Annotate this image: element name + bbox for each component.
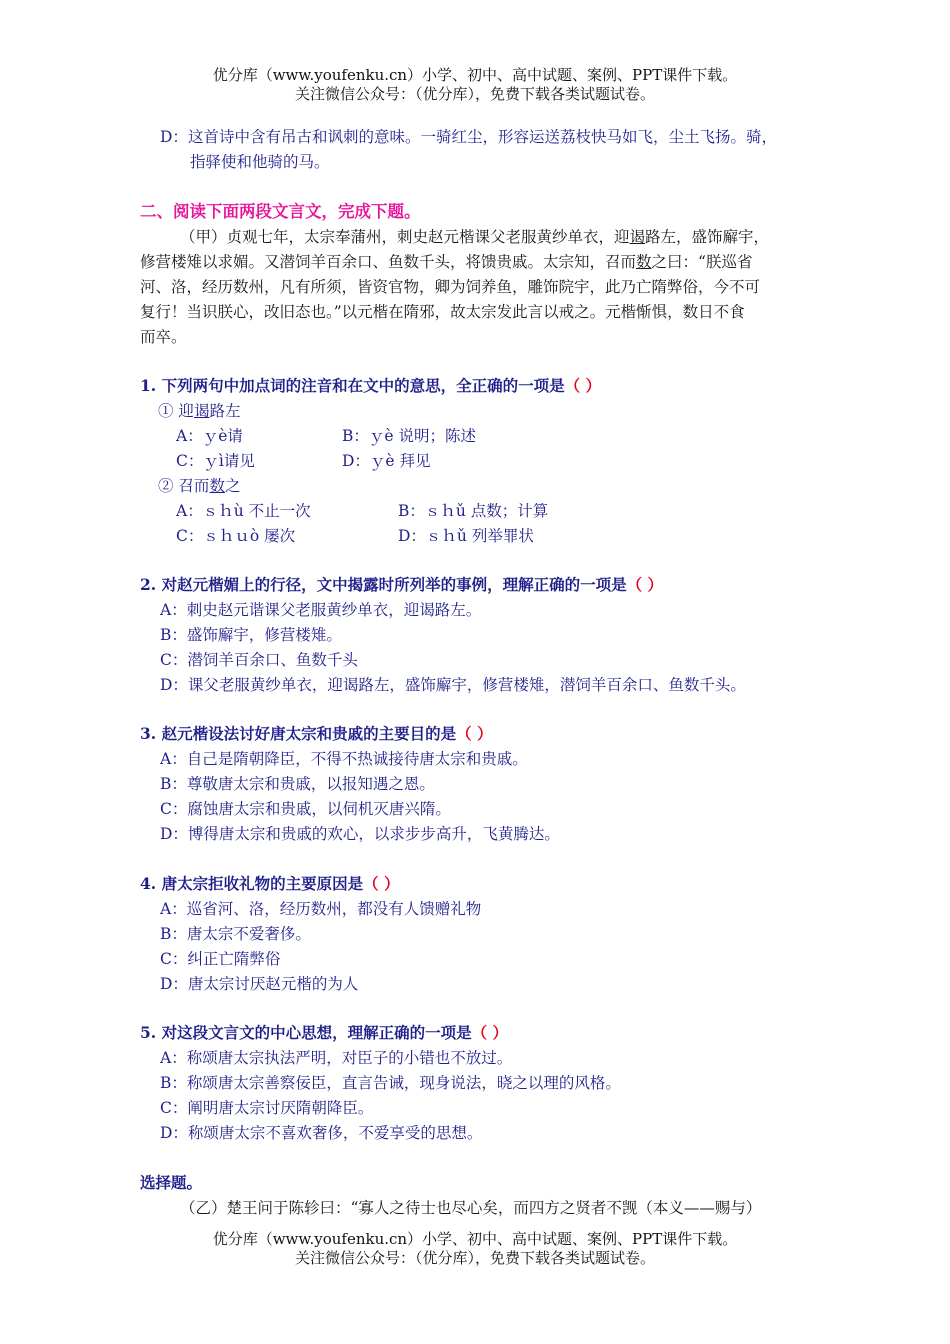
question-5-stem bbox=[140, 1023, 508, 1043]
q3-option-b: B：尊敬唐太宗和贵戚，以报知遇之恩。 bbox=[160, 775, 435, 793]
footer-line-1: 优分库（www.youfenku.cn）小学、初中、高中试题、案例、PPT课件下载。 bbox=[212, 1230, 738, 1248]
answer-paren: （ ） bbox=[363, 874, 400, 893]
q4-option-a: A：巡省河、洛，经历数州，都没有人馈赠礼物 bbox=[160, 900, 482, 918]
question-1-sub-1 bbox=[158, 401, 240, 421]
choice-passage-line: （乙）楚王问于陈轸曰：“寡人之待士也尽心矣，而四方之贤者不觊（本义——赐与） bbox=[180, 1199, 762, 1217]
q1-sub1-option-c: C：ｙì请见 bbox=[176, 452, 255, 470]
question-4-stem bbox=[140, 874, 400, 894]
answer-paren: （ ） bbox=[471, 1023, 508, 1042]
passage-line-3: 河、洛，经历数州，凡有所须，皆资官物，卿为饲养鱼，雕饰院宇，此乃亡隋弊俗，今不可 bbox=[140, 278, 761, 296]
question-text: 2. 对赵元楷媚上的行径，文中揭露时所列举的事例，理解正确的一项是 bbox=[140, 575, 627, 594]
header-line-2: 关注微信公众号：（优分库），免费下载各类试题试卷。 bbox=[294, 85, 655, 103]
q3-option-d: D：博得唐太宗和贵戚的欢心，以求步步高升，飞黄腾达。 bbox=[160, 825, 560, 843]
q1-sub2-option-b: B：ｓｈǔ 点数；计算 bbox=[398, 502, 549, 520]
q4-option-c: C：纠正亡隋弊俗 bbox=[160, 950, 281, 968]
q1-sub2-option-a: A：ｓｈù 不止一次 bbox=[176, 502, 311, 520]
prev-option-text-1: 这首诗中含有吊古和讽刺的意味。一骑红尘，形容运送荔枝快马如飞，尘土飞扬。骑， bbox=[187, 128, 777, 146]
q5-option-c: C：阐明唐太宗讨厌隋朝降臣。 bbox=[160, 1099, 374, 1117]
q2-option-a: A：刺史赵元谐课父老服黄纱单衣，迎谒路左。 bbox=[160, 601, 482, 619]
q1-sub1-option-b: B：ｙè 说明；陈述 bbox=[342, 427, 476, 445]
question-text: 3. 赵元楷设法讨好唐太宗和贵戚的主要目的是 bbox=[140, 724, 457, 743]
passage-text: （甲）贞观七年，太宗奉蒲州，刺史赵元楷课父老服黄纱单衣，迎 bbox=[180, 228, 630, 246]
answer-paren: （ ） bbox=[626, 575, 663, 594]
dotted-word: 数 bbox=[636, 253, 652, 271]
passage-line-4: 复行！当识朕心，改旧态也。”以元楷在隋邪，故太宗发此言以戒之。元楷惭惧，数日不食 bbox=[140, 303, 745, 321]
sub-text: ② 召而 bbox=[158, 477, 210, 495]
footer-line-2: 关注微信公众号：（优分库），免费下载各类试题试卷。 bbox=[294, 1249, 655, 1267]
q2-option-b: B：盛饰廨宇，修营楼雉。 bbox=[160, 626, 342, 644]
passage-text: 之曰：“朕巡省 bbox=[651, 253, 753, 271]
answer-paren: （ ） bbox=[564, 376, 601, 395]
sub-text: 路左 bbox=[209, 402, 241, 420]
q1-sub2-option-c: C：ｓｈｕò 屡次 bbox=[176, 527, 296, 545]
passage-line-2 bbox=[140, 252, 752, 272]
prev-option-text-2: 指驿使和他骑的马。 bbox=[190, 153, 330, 171]
q4-option-d: D：唐太宗讨厌赵元楷的为人 bbox=[160, 975, 359, 993]
dotted-word: 谒 bbox=[193, 402, 210, 420]
q5-option-a: A：称颂唐太宗执法严明，对臣子的小错也不放过。 bbox=[160, 1049, 513, 1067]
question-3-stem bbox=[140, 724, 493, 744]
q2-option-d: D：课父老服黄纱单衣，迎谒路左，盛饰廨宇，修营楼雉，潜饲羊百余口、鱼数千头。 bbox=[160, 676, 746, 694]
q3-option-a: A：自己是隋朝降臣，不得不热诚接待唐太宗和贵戚。 bbox=[160, 750, 528, 768]
page-header bbox=[0, 66, 950, 104]
page-footer bbox=[0, 1230, 950, 1268]
passage-line-1 bbox=[180, 227, 769, 247]
prev-option-d bbox=[160, 127, 777, 147]
dotted-word: 谒 bbox=[629, 228, 646, 246]
prev-option-label: D： bbox=[160, 128, 188, 146]
question-1-sub-2 bbox=[158, 476, 240, 496]
q4-option-b: B：唐太宗不爱奢侈。 bbox=[160, 925, 311, 943]
passage-text: 修营楼雉以求媚。又潜饲羊百余口、鱼数千头，将馈贵戚。太宗知，召而 bbox=[140, 253, 637, 271]
q5-option-b: B：称颂唐太宗善察佞臣，直言告诫，现身说法，晓之以理的风格。 bbox=[160, 1074, 621, 1092]
q1-sub1-option-a: A：ｙè请 bbox=[176, 427, 243, 445]
question-text: 1. 下列两句中加点词的注音和在文中的意思，全正确的一项是 bbox=[140, 376, 565, 395]
choice-title: 选择题。 bbox=[140, 1173, 203, 1192]
section-title: 二、阅读下面两段文言文，完成下题。 bbox=[140, 202, 421, 221]
q1-sub2-option-d: D：ｓｈǔ 列举罪状 bbox=[398, 527, 534, 545]
sub-text: ① 迎 bbox=[158, 402, 194, 420]
question-text: 4. 唐太宗拒收礼物的主要原因是 bbox=[140, 874, 364, 893]
q5-option-d: D：称颂唐太宗不喜欢奢侈，不爱享受的思想。 bbox=[160, 1124, 483, 1142]
dotted-word: 数 bbox=[209, 477, 225, 495]
passage-text: 路左，盛饰廨宇， bbox=[645, 228, 770, 246]
passage-line-5: 而卒。 bbox=[140, 328, 187, 346]
question-text: 5. 对这段文言文的中心思想，理解正确的一项是 bbox=[140, 1023, 472, 1042]
q1-sub1-option-d: D：ｙè 拜见 bbox=[342, 452, 431, 470]
answer-paren: （ ） bbox=[456, 724, 493, 743]
question-2-stem bbox=[140, 575, 663, 595]
question-1-stem bbox=[140, 376, 601, 396]
header-line-1: 优分库（www.youfenku.cn）小学、初中、高中试题、案例、PPT课件下载。 bbox=[212, 66, 738, 84]
q3-option-c: C：腐蚀唐太宗和贵戚，以伺机灭唐兴隋。 bbox=[160, 800, 451, 818]
sub-text: 之 bbox=[224, 477, 241, 495]
q2-option-c: C：潜饲羊百余口、鱼数千头 bbox=[160, 651, 358, 669]
